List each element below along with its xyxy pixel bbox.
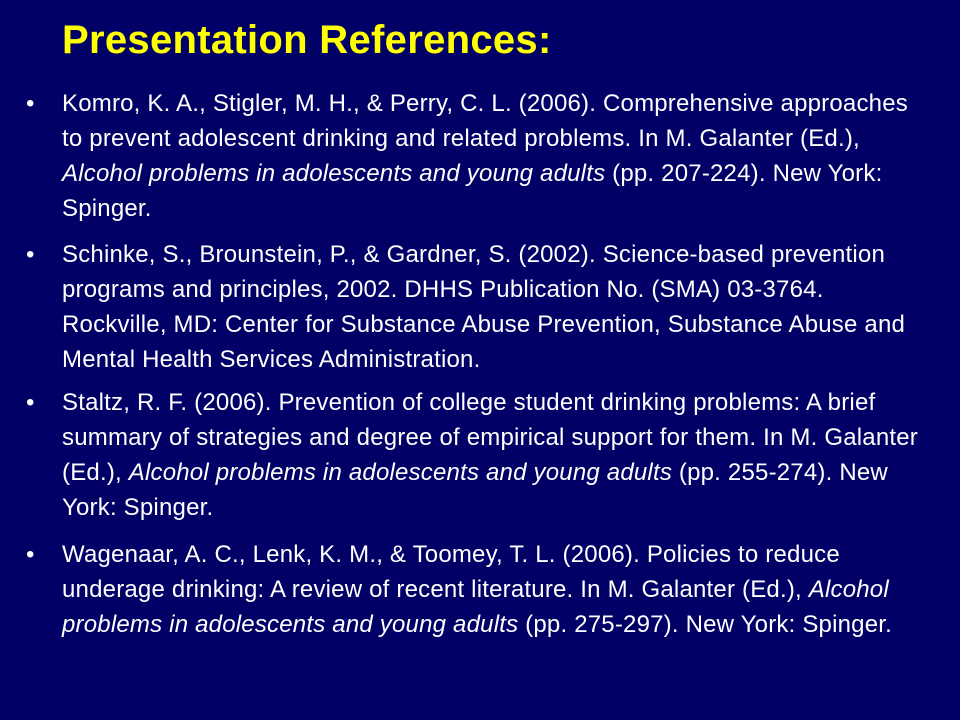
bullet-icon: • (26, 389, 35, 416)
reference-text: Wagenaar, A. C., Lenk, K. M., & Toomey, T. L. (2006). Policies to reduce underage drinking: A review of recent literature. In M. Galanter (Ed.), (62, 541, 840, 603)
reference-text: Komro, K. A., Stigler, M. H., & Perry, C. L. (2006). Comprehensive approaches to prevent adolescent drinking and related problems. In M. Galanter (Ed.), (62, 90, 908, 152)
reference-pages: (pp. 255-274). New York: Spinger. (62, 459, 888, 521)
slide-title: Presentation References: (62, 18, 552, 62)
reference-book-title: Alcohol problems in adolescents and young adults (62, 160, 606, 187)
reference-text: Staltz, R. F. (2006). Prevention of college student drinking problems: A brief summary of strategies and degree of empirical support for them. In M. Galanter (Ed.), (62, 389, 918, 486)
reference-item (0, 537, 930, 642)
reference-book-title: Alcohol problems in adolescents and young adults (62, 576, 889, 638)
reference-item (0, 385, 930, 525)
bullet-icon: • (26, 90, 35, 117)
reference-book-title: Alcohol problems in adolescents and young adults (128, 459, 673, 486)
reference-text: Schinke, S., Brounstein, P., & Gardner, S. (2002). Science-based prevention programs and principles, 2002. DHHS Publication No. (SMA) 03-3764. Rockville, MD: Center for Substance Abuse Prevention, Substance Abuse and Mental Health Services Administration. (62, 241, 906, 373)
reference-pages: (pp. 207-224). New York: Spinger. (62, 160, 883, 222)
reference-pages: (pp. 275-297). New York: Spinger. (518, 611, 892, 638)
bullet-icon: • (26, 241, 35, 268)
bullet-icon: • (26, 541, 35, 568)
reference-list (0, 86, 930, 653)
reference-item (0, 86, 930, 226)
reference-item (0, 237, 930, 377)
